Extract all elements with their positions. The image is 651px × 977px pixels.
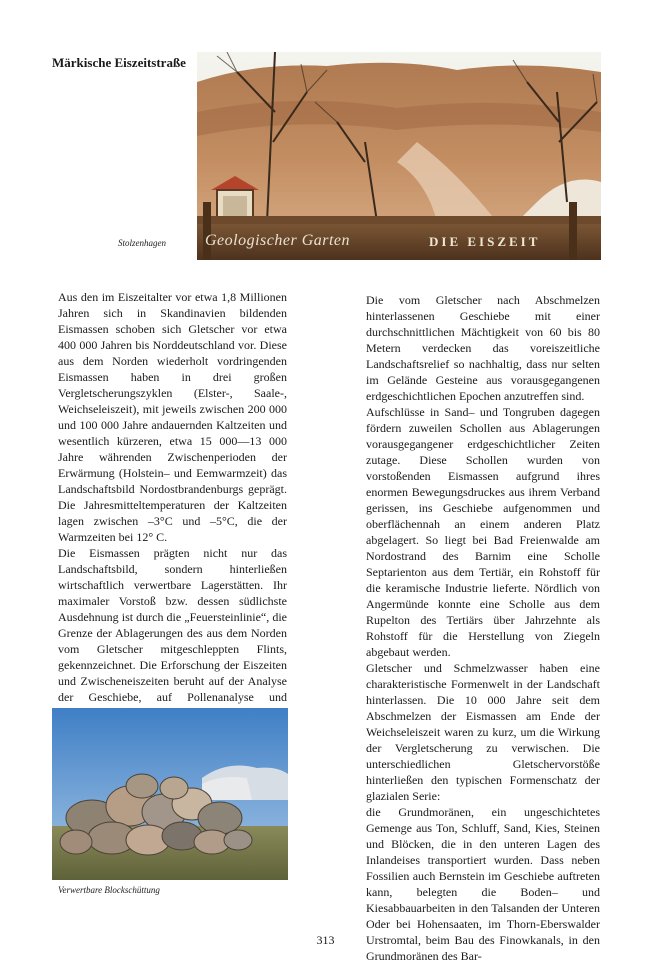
- caption-blockschuettung: Verwertbare Blockschüttung: [58, 885, 160, 895]
- right-paragraph-4: die Grundmoränen, ein ungeschichtetes Gemenge aus Ton, Schluff, Sand, Kies, Steinen und Blöcken, die in den unteren Lagen des Inlandeises transportiert wurden. Dass neben Fossilien auch Bernstein im Geschiebe auftreten kann, belegten die Boden– und Kiesabbauarbeiten in den Talsanden der Unteren Oder bei Hohensaaten, im Thorn-Eberswalder Urstromtal, beim Bau des Finowkanals, in den Grundmoränen des Bar-: [366, 805, 600, 963]
- boulder-pile-illustration: [52, 708, 288, 880]
- photo-blockschuettung: [52, 708, 288, 880]
- photo-stolzenhagen: [197, 52, 601, 260]
- left-paragraph-2: Die Eismassen prägten nicht nur das Landschaftsbild, sondern hinterließen wirtschaftlich verwertbare Lagerstätten. Ihr maximaler Vorstoß bzw. dessen südlichste Ausdehnung ist durch die „Feuersteinlinie“, die Grenze der Ablagerungen des aus dem Norden vom Gletscher mitgeschleppten Flints, gekennzeichnet. Die Erforschung der Eiszeiten und Zwischeneiszeiten beruht auf der Analyse der Geschiebe, auf Pollenanalyse und: [58, 546, 287, 704]
- right-paragraph-2: Aufschlüsse in Sand– und Tongruben dagegen fördern zuweilen Schollen aus Ablagerungen vorausgegangener erdgeschichtlicher Zeiten zutage. Diese Schollen wurden von vorstoßenden Eismassen aufgrund ihres enormen Bewegungsdruckes aus ihrem Verband gerissen, ins Geschiebe aufgenommen und oberflächennah an einem anderen Platz abgelagert. So liegt bei Bad Freienwalde am Nordostrand des Barnim eine Scholle Septarienton aus dem Tertiär, ein Rohstoff für die keramische Industrie lieferte. Nördlich von Angermünde konnte eine Scholle aus dem Rupelton des Tertiärs über Jahrzehnte als Rohstoff für die Herstellung von Ziegeln abgebaut werden.: [366, 405, 600, 659]
- caption-stolzenhagen: Stolzenhagen: [118, 238, 166, 248]
- gravel-pit-illustration: [197, 52, 601, 260]
- right-paragraph-3: Gletscher und Schmelzwasser haben eine charakteristische Formenwelt in der Landschaft hinterlassen. Die 10 000 Jahre seit dem Abschmelzen der Eismassen am Ende der Weichseleiszeit waren zu kurz, um die Wirkung der Vergletscherung zu verwischen. Die unterschiedlichen Gletschervorstöße hinterließen den typischen Formenschatz der glazialen Serie:: [366, 661, 600, 803]
- left-column: [58, 289, 287, 721]
- right-paragraph-1: Die vom Gletscher nach Abschmelzen hinterlassenen Geschiebe mit einer durchschnittlichen Mächtigkeit von 60 bis 80 Metern verdecken das voreiszeitliche Landschaftsrelief so nachhaltig, dass nur selten im Gelände Gesteine aus vorausgegangenen erdgeschichtlichen Epochen anzutreffen sind.: [366, 293, 600, 403]
- sign-text-die-eiszeit: DIE EISZEIT: [429, 234, 541, 249]
- page-number: 313: [316, 933, 335, 947]
- right-column: [366, 292, 600, 964]
- sign-text-geologischer-garten: Geologischer Garten: [205, 232, 351, 249]
- left-paragraph-1: Aus den im Eiszeitalter vor etwa 1,8 Millionen Jahren sich in Skandinavien bildenden Eismassen schoben sich Gletscher vor etwa 400 000 Jahren bis Norddeutschland vor. Diese aus dem Norden wiederholt vordringenden Eismassen haben in drei großen Vergletscherungszyklen (Elster-, Saale-, Weichseleiszeit), mit jeweils zwischen 200 000 und 100 000 Jahre andauernden Kaltzeiten und wesentlich kürzeren, etwa 15 000—13 000 Jahre währenden Zwischenperioden der Erwärmung (Holstein– und Eemwarmzeit) das Landschaftsbild Nordostbrandenburgs geprägt. Die Jahresmitteltemperaturen der Kaltzeiten lagen zwischen –3°C und –5°C, die der Warmzeiten bei 12° C.: [58, 290, 287, 544]
- section-title: Märkische Eiszeitstraße: [52, 55, 186, 70]
